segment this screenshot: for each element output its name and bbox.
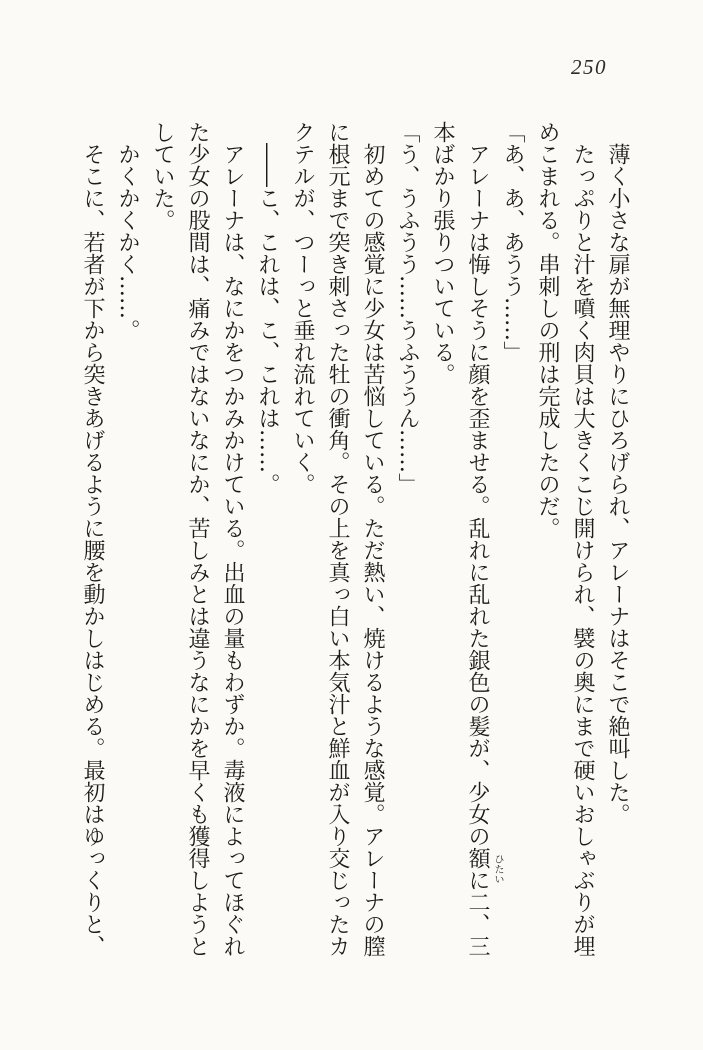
furigana: ひたい — [492, 854, 503, 884]
ruby-annotated-word: 額 ひたい — [465, 847, 490, 869]
page-number: 250 — [571, 55, 607, 79]
paragraph: たっぷりと汁を噴く肉貝は大きくこじ開けられ、襞の奥にまで硬いおしゃぶりが埋めこまれる。串刺しの刑は完成したのだ。 — [535, 121, 595, 957]
paragraph: 初めての感覚に少女は苦悩している。ただ熱い、焼けるような感覚。アレーナの膣に根元まで突き刺さった牡の衝角。その上を真っ白い本気汁と鮮血が入り交じったカクテルが、つーっと垂れ流れていく。 — [290, 121, 385, 957]
paragraph: かくかくかく……。 — [115, 143, 140, 341]
paragraph: ――こ、これは、こ、これは……。 — [255, 143, 280, 495]
paragraph: 「う、うふうう……うふううん……」 — [395, 121, 420, 495]
paragraph: 薄く小さな扉が無理やりにひろげられ、アレーナはそこで絶叫した。 — [605, 143, 630, 825]
paragraph: 「あ、あ、あうう……」 — [500, 121, 525, 363]
paragraph: そこに、若者が下から突きあげるように腰を動かしはじめる。最初はゆっくりと、 — [80, 143, 105, 957]
paragraph: アレーナは、なにかをつかみかけている。出血の量もわずか。毒液によってほぐれた少女の股間は、痛みではないなにか、苦しみとは違うなにかを早くも獲得しようとしていた。 — [150, 121, 245, 957]
paragraph: アレーナは悔しそうに顔を歪ませる。乱れに乱れた銀色の髪が、少女の額 ひたい に二、三本ばかり張りついている。 — [430, 121, 503, 957]
page-text — [75, 121, 635, 959]
